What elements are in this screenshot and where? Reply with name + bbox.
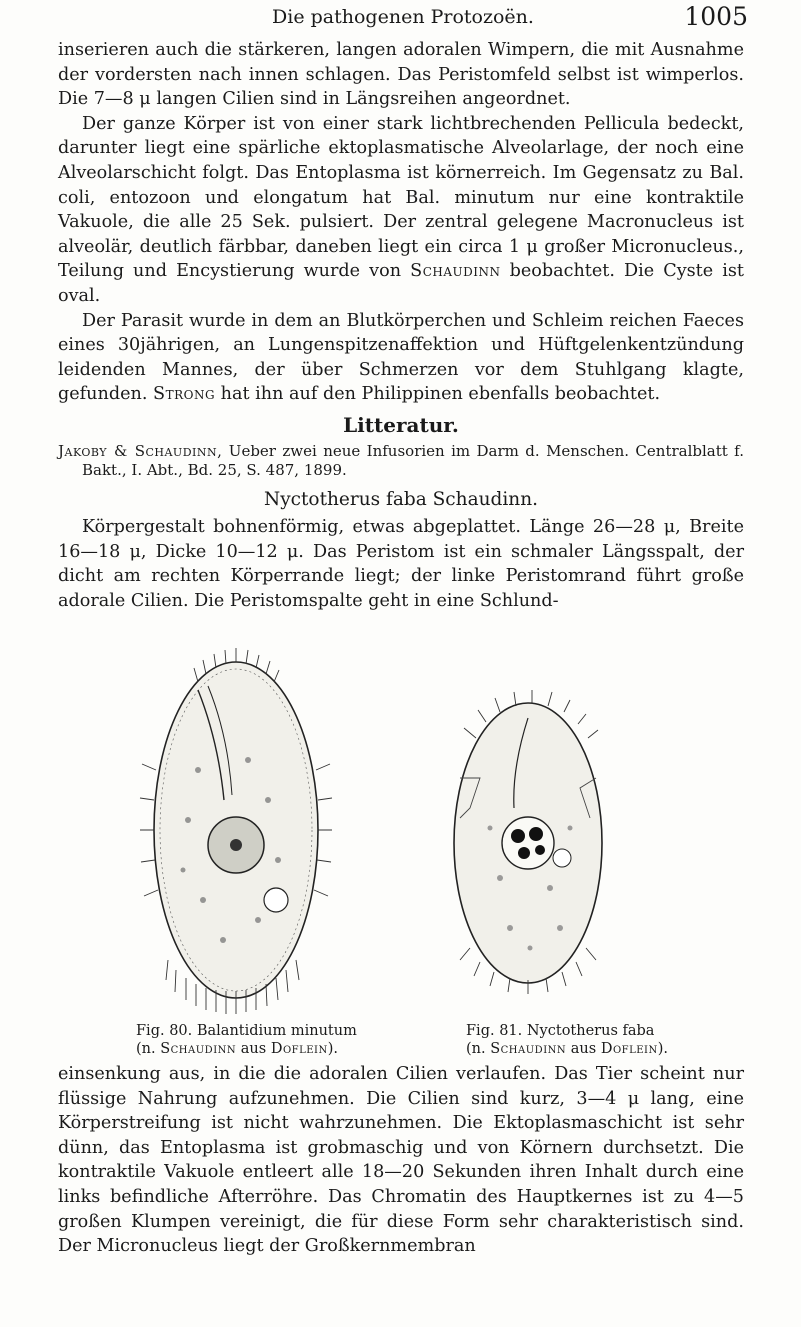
figure-caption-81 [466,1022,668,1058]
figure-balantidium-minutum [128,630,338,1020]
author-name: Strong [153,384,216,405]
literature-citation: Ueber zwei neue Infusorien im Darm d. Menschen. Centralblatt f. Bakt., I. Abt., Bd. 25, S. 487, 1899. [82,441,744,479]
body-text-top [58,38,744,613]
literature-entry [58,442,744,480]
caption-line [466,1040,668,1058]
paragraph: Körpergestalt bohnenförmig, etwas abgeplattet. Länge 26—28 μ, Breite 16—18 μ, Dicke 10—12 μ. Das Peristom ist ein schmaler Längsspalt, der dicht am rechten Körperrande liegt; der linke Peristomrand führt große adorale Cilien. Die Peristomspalte geht in eine Schlund- [58,517,744,611]
caption-line [136,1040,357,1058]
caption-author: Schaudinn [160,1041,237,1057]
running-title: Die pathogenen Protozoën. [272,6,534,28]
caption-line: Fig. 80. Balantidium minutum [136,1023,357,1039]
caption-author: Doflein [270,1041,328,1057]
caption-text: aus [570,1041,597,1057]
literature-authors: Jakoby & Schaudinn, [58,441,223,460]
paragraph [58,112,744,309]
caption-author: Schaudinn [490,1041,567,1057]
figure-nyctotherus-faba [440,678,620,1018]
caption-text: (n. [466,1041,486,1057]
literature-list [58,442,744,480]
paragraph-text: Der Parasit wurde in dem an Blutkörperchen und Schleim reichen Faeces eines 30jährigen, an Lungenspitzenaffektion und Hüftgelenkentzündung leidenden Mannes, der über Schmerzen vor dem Stuhlgang klagte, gefunden. [58,310,744,405]
page-number: 1005 [684,2,748,31]
caption-author: Doflein [600,1041,658,1057]
figure-caption-80 [136,1022,357,1058]
paragraph: einsenkung aus, in die die adoralen Cilien verlaufen. Das Tier scheint nur flüssige Nahrung aufzunehmen. Die Cilien sind kurz, 3—4 μ lang, eine Körperstreifung ist nicht wahrzunehmen. Die Ektoplasmaschicht ist sehr dünn, das Entoplasma ist grobmaschig und von Körnern durchsetzt. Die kontraktile Vakuole entleert alle 18—20 Sekunden ihren Inhalt durch eine links befindliche Afterröhre. Das Chromatin des Hauptkernes ist zu 4—5 großen Klumpen vereinigt, die für diese Form sehr charakteristisch sind. Der Micronucleus liegt der Großkernmembran [58,1064,744,1257]
caption-text: ). [327,1041,338,1057]
caption-text: (n. [136,1041,156,1057]
species-heading: Nyctotherus faba Schaudinn. [264,488,538,510]
section-heading: Litteratur. [343,412,459,437]
paragraph [58,309,744,407]
paragraph-text: Der ganze Körper ist von einer stark lichtbrechenden Pellicula bedeckt, darunter liegt eine spärliche ektoplasmatische Alveolarlage, der noch eine Alveolarschicht folgt. Das Entoplasma ist körnerreich. Im Gegensatz zu Bal. coli, entozoon und elongatum hat Bal. minutum nur eine kontraktile Vakuole, die alle 25 Sek. pulsiert. Der zentral gelegene Macronucleus ist alveolär, deutlich färbbar, daneben liegt ein circa 1 μ großer Micronucleus., Teilung und Encystierung wurde von [58,113,744,282]
author-name: Schaudinn [410,261,501,282]
paragraph: inserieren auch die stärkeren, langen adoralen Wimpern, die mit Ausnahme der vordersten nach innen schlagen. Das Peristomfeld selbst ist wimperlos. Die 7—8 μ langen Cilien sind in Längsreihen angeordnet. [58,40,744,110]
caption-text: aus [240,1041,267,1057]
running-header [58,4,748,34]
paragraph-text: hat ihn auf den Philippinen ebenfalls beobachtet. [220,384,661,405]
caption-line: Fig. 81. Nyctotherus faba [466,1023,655,1039]
caption-text: ). [657,1041,668,1057]
body-text-bottom [58,1062,744,1259]
paragraph-text: beobachtet. Die Cyste ist oval. [58,261,744,306]
